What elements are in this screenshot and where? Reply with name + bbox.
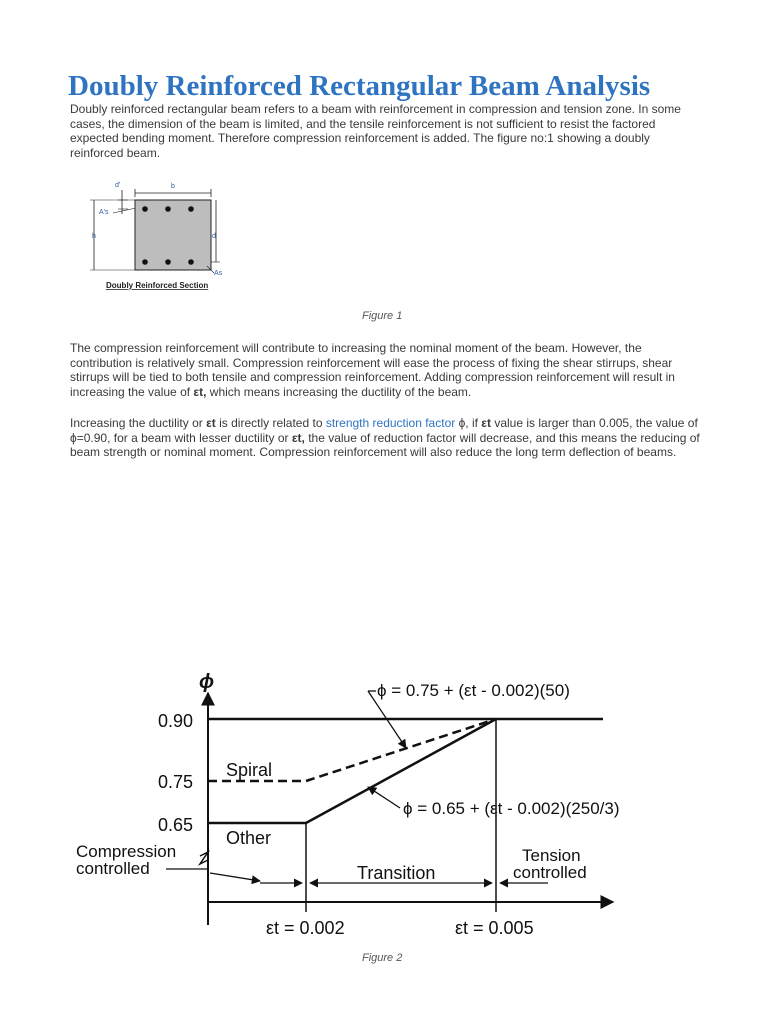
label-as-prime: A's: [99, 209, 109, 216]
tick-090: 0.90: [158, 711, 194, 731]
tick-065: 0.65: [158, 815, 194, 835]
label-b: b: [171, 183, 175, 190]
other-label: Other: [226, 828, 272, 848]
strength-reduction-factor-link[interactable]: strength reduction factor: [325, 416, 456, 430]
compression-label-1: Compression: [76, 842, 177, 861]
phi-axis-label: ϕ: [199, 671, 215, 693]
spiral-equation: ϕ = 0.75 + (εt - 0.002)(50): [377, 681, 570, 700]
para3-text-h: the value of reduction factor will decrease, and this means the reducing of beam strength or nominal moment. Compression reinforcement will also reduce the long term deflection of beams.: [70, 430, 700, 460]
paragraph-compression-reinforcement: [70, 341, 700, 399]
figure-1-inner-caption: Doubly Reinforced Section: [106, 281, 209, 290]
para3-text-a: Increasing the ductility or: [70, 416, 207, 430]
intro-paragraph: Doubly reinforced rectangular beam refers to a beam with reinforcement in compression and tension zone. In some cases, the dimension of the beam is limited, and the tensile reinforcement is not sufficient to resist the factored expected bending moment. Therefore compression reinforcement is added. The figure no:1 showing a doubly reinforced beam.: [70, 102, 681, 160]
figure-2-phi-diagram: [70, 660, 630, 945]
page-title: Doubly Reinforced Rectangular Beam Analysis: [68, 70, 651, 102]
epsilon-t-symbol: εt,: [193, 384, 207, 399]
para3-text-f: value is larger than 0.005, the value of ϕ=0.90, for a beam with lesser ductility or: [70, 416, 698, 445]
label-as: As: [214, 270, 223, 277]
tick-075: 0.75: [158, 772, 194, 792]
other-equation: ϕ = 0.65 + (εt - 0.002)(250/3): [403, 799, 620, 818]
para2-text-c: which means increasing the ductility of the beam.: [206, 384, 472, 399]
para2-text-a: The compression reinforcement will contribute to increasing the nominal moment of the beam. However, the contribution is relatively small. Compression reinforcement will ease the process of fixing the shear stirrups, shear stirrups will be tied to both tensile and compression reinforcement. Adding compression reinforcement will result in increasing the value of: [70, 341, 675, 399]
tension-label-2: controlled: [513, 863, 587, 882]
label-d-prime: d': [115, 182, 121, 189]
figure-2-caption: Figure 2: [362, 952, 403, 964]
transition-label: Transition: [357, 863, 436, 883]
para3-text-d: ϕ, if: [455, 416, 482, 430]
label-h: h: [92, 233, 96, 240]
paragraph-ductility: [70, 416, 700, 460]
epsilon-t-symbol: εt,: [291, 430, 305, 445]
para3-text-c: is directly related to: [215, 416, 326, 430]
epsilon-t-symbol: εt: [206, 416, 216, 430]
compression-label-2: controlled: [76, 859, 150, 878]
tension-label-1: Tension: [522, 846, 581, 865]
strain-label-0005: εt = 0.005: [455, 918, 534, 938]
figure-1-caption: Figure 1: [362, 310, 403, 322]
figure-1-beam-section: [80, 178, 240, 294]
spiral-label: Spiral: [226, 760, 273, 780]
strain-label-0002: εt = 0.002: [266, 918, 345, 938]
label-d: d: [212, 233, 216, 240]
epsilon-t-symbol: εt: [481, 416, 491, 430]
